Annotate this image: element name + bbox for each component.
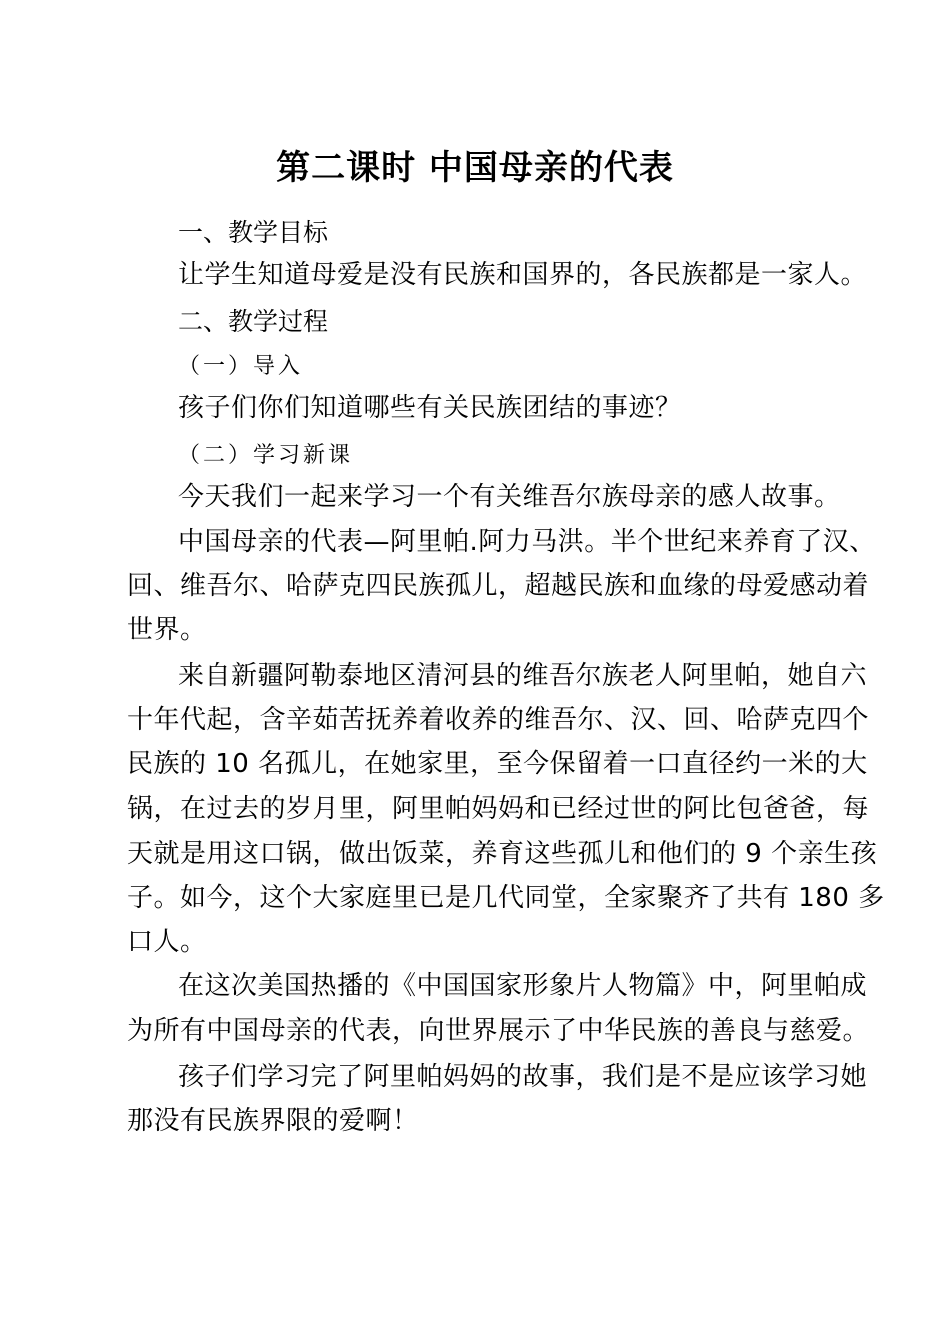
subsection-heading-intro: （一）导入 — [178, 354, 304, 379]
intro-question: 孩子们你们知道哪些有关民族团结的事迹？ — [178, 393, 682, 423]
section-heading-objectives: 一、教学目标 — [178, 218, 329, 247]
paragraph-line: 锅，在过去的岁月里，阿里帕妈妈和已经过世的阿比包爸爸，每 — [127, 794, 870, 824]
section-heading-process: 二、教学过程 — [178, 307, 329, 336]
paragraph-line: 中国母亲的代表—阿里帕.阿力马洪。半个世纪来养育了汉、 — [178, 527, 876, 557]
subsection-heading-new-lesson: （二）学习新课 — [178, 443, 354, 468]
document-title: 第二课时 中国母亲的代表 — [276, 148, 674, 188]
paragraph-line: 十年代起，含辛茹苦抚养着收养的维吾尔、汉、回、哈萨克四个 — [127, 705, 870, 735]
paragraph-line: 那没有民族界限的爱啊！ — [127, 1106, 419, 1136]
paragraph-line: 来自新疆阿勒泰地区清河县的维吾尔族老人阿里帕，她自六 — [178, 661, 868, 691]
paragraph-line: 口人。 — [127, 927, 207, 957]
paragraph-line: 天就是用这口锅，做出饭菜，养育这些孤儿和他们的 9 个亲生孩 — [127, 839, 878, 869]
paragraph-line: 在这次美国热播的《中国国家形象片人物篇》中，阿里帕成 — [178, 971, 868, 1001]
paragraph-line: 今天我们一起来学习一个有关维吾尔族母亲的感人故事。 — [178, 482, 841, 512]
paragraph-line: 世界。 — [127, 615, 207, 645]
paragraph-line: 民族的 10 名孤儿，在她家里，至今保留着一口直径约一米的大 — [127, 749, 868, 779]
paragraph-line: 回、维吾尔、哈萨克四民族孤儿，超越民族和血缘的母爱感动着 — [127, 571, 870, 601]
paragraph-line: 为所有中国母亲的代表，向世界展示了中华民族的善良与慈爱。 — [127, 1016, 870, 1046]
paragraph-line: 孩子们学习完了阿里帕妈妈的故事，我们是不是应该学习她 — [178, 1062, 868, 1092]
paragraph-line: 子。如今，这个大家庭里已是几代同堂，全家聚齐了共有 180 多 — [127, 883, 885, 913]
objective-text: 让学生知道母爱是没有民族和国界的，各民族都是一家人。 — [178, 260, 868, 290]
